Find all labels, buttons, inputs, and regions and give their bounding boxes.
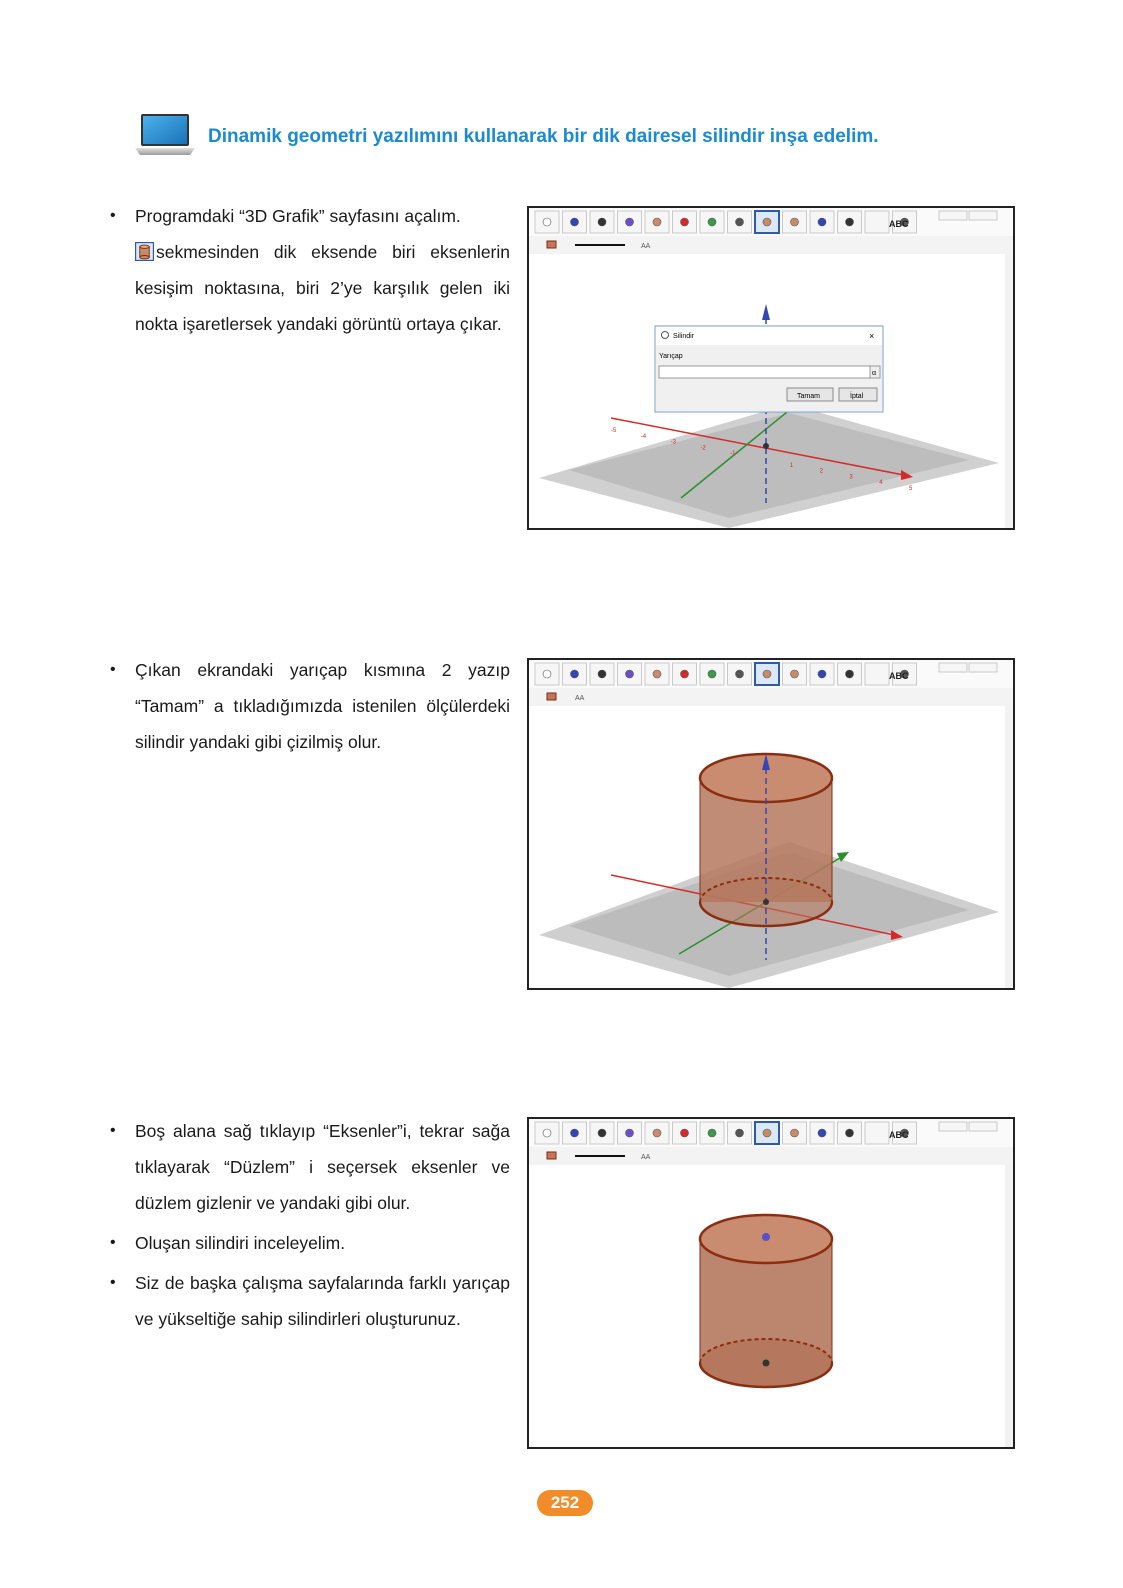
- dialog-close-button[interactable]: ×: [869, 331, 875, 341]
- cylinder-tool-glyph: [763, 670, 771, 678]
- perpendicular-tool-glyph: [626, 218, 634, 226]
- abc-tool-label[interactable]: ABC: [889, 671, 909, 681]
- toolbar: [529, 208, 1013, 236]
- graphics-view[interactable]: [700, 1215, 832, 1387]
- screenshot-3d-graphics-dialog: [527, 206, 1015, 530]
- text-tool-icon[interactable]: [865, 211, 889, 233]
- section-3-text: [110, 1113, 510, 1341]
- scrollbar[interactable]: [1005, 254, 1013, 528]
- bullet-item: • Boş alana sağ tıklayıp “Eksenler”i, tekrar sağa tıklayarak “Düzlem” i seçersek eksenler ve düzlem gizlenir ve yandaki gibi olur.: [110, 1113, 510, 1221]
- abc-tool-label[interactable]: ABC: [889, 219, 909, 229]
- section-2-text: [110, 652, 510, 764]
- circle-tool-glyph: [681, 218, 689, 226]
- origin-point: [763, 443, 769, 449]
- cylinder-tool-icon: [135, 242, 154, 261]
- x-tick-label: -1: [730, 451, 736, 458]
- ok-button-label: Tamam: [797, 393, 820, 400]
- x-tick-label: 2: [819, 468, 823, 475]
- dialog-title: Silindir: [673, 333, 695, 340]
- transform-tool-glyph: [736, 670, 744, 678]
- angle-tool-glyph: [818, 218, 826, 226]
- geogebra-window-2: [529, 660, 1013, 988]
- section-1-text: [110, 198, 510, 346]
- laptop-icon: [135, 112, 195, 158]
- bullet-text-rest: sekmesinden dik eksende biri eksenlerin kesişim noktasına, biri 2’ye karşılık gelen iki nokta işaretlersek yandaki görüntü ortaya çıkar.: [135, 242, 510, 334]
- line-tool-glyph: [598, 218, 606, 226]
- sphere-tool-glyph: [791, 218, 799, 226]
- cylinder-tool-glyph: [763, 218, 771, 226]
- dialog-label: Yarıçap: [659, 353, 683, 360]
- intersect-tool-glyph: [708, 218, 716, 226]
- style-bar: [529, 1147, 1013, 1165]
- text-tool-icon[interactable]: [865, 663, 889, 685]
- circle-tool-glyph: [681, 670, 689, 678]
- move-tool-glyph: [543, 1129, 551, 1137]
- bottom-point[interactable]: [763, 1360, 770, 1367]
- x-tick-label: -3: [670, 439, 676, 446]
- x-tick-label: 4: [879, 480, 883, 487]
- scrollbar[interactable]: [1005, 1165, 1013, 1447]
- z-axis-arrow: [762, 304, 770, 320]
- x-tick-label: 3: [849, 474, 853, 481]
- cylinder-tool-glyph: [763, 1129, 771, 1137]
- screenshot-cylinder-only: [527, 1117, 1015, 1449]
- toolbar: [529, 660, 1013, 688]
- alpha-button-label: α: [872, 370, 877, 377]
- font-size-label[interactable]: AA: [641, 1154, 651, 1161]
- move-tool-glyph: [543, 218, 551, 226]
- angle-tool-glyph: [818, 670, 826, 678]
- circle-tool-glyph: [681, 1129, 689, 1137]
- line-tool-glyph: [598, 1129, 606, 1137]
- screenshot-cylinder-with-axes: [527, 658, 1015, 990]
- geogebra-window-1: [529, 208, 1013, 528]
- bullet-item: • Çıkan ekrandaki yarıçap kısmına 2 yazıp “Tamam” a tıkladığımızda istenilen ölçülerdeki silindir yandaki gibi çizilmiş olur.: [110, 652, 510, 760]
- page-number: 252: [537, 1490, 593, 1516]
- bullet-text-line1: Programdaki “3D Grafik” sayfasını açalım.: [135, 206, 461, 226]
- angle-tool-glyph: [818, 1129, 826, 1137]
- move-tool-glyph: [543, 670, 551, 678]
- bullet-item: [110, 198, 510, 342]
- cancel-button-label: İptal: [850, 393, 864, 400]
- transform-tool-glyph: [736, 1129, 744, 1137]
- bullet-item: • Siz de başka çalışma sayfalarında farklı yarıçap ve yükseltiğe sahip silindirleri oluşturunuz.: [110, 1265, 510, 1337]
- perpendicular-tool-glyph: [626, 1129, 634, 1137]
- radius-input[interactable]: [659, 366, 871, 378]
- reflect-tool-glyph: [846, 670, 854, 678]
- heading-text: Dinamik geometri yazılımını kullanarak bir dik dairesel silindir inşa edelim.: [208, 126, 879, 147]
- sphere-tool-glyph: [791, 1129, 799, 1137]
- x-tick-label: -4: [640, 433, 647, 440]
- cylinder-dialog: [655, 326, 883, 412]
- geogebra-window-3: [529, 1119, 1013, 1447]
- intersect-tool-glyph: [708, 1129, 716, 1137]
- font-size-label[interactable]: AA: [575, 695, 585, 702]
- transform-tool-glyph: [736, 218, 744, 226]
- x-tick-label: -5: [611, 428, 617, 434]
- toolbar: [529, 1119, 1013, 1147]
- scrollbar[interactable]: [1005, 706, 1013, 988]
- point-tool-glyph: [571, 1129, 579, 1137]
- x-tick-label: 5: [909, 486, 913, 492]
- top-point[interactable]: [762, 1233, 770, 1241]
- text-tool-icon[interactable]: [865, 1122, 889, 1144]
- xy-plane-inner: [569, 413, 969, 518]
- line-tool-glyph: [598, 670, 606, 678]
- x-tick-label: -2: [700, 445, 706, 452]
- font-size-label[interactable]: AA: [641, 243, 651, 250]
- reflect-tool-glyph: [846, 1129, 854, 1137]
- graphics-view[interactable]: [539, 754, 999, 988]
- abc-tool-label[interactable]: ABC: [889, 1130, 909, 1140]
- style-bar: [529, 236, 1013, 254]
- sphere-tool-glyph: [791, 670, 799, 678]
- polygon-tool-glyph: [653, 1129, 661, 1137]
- intersect-tool-glyph: [708, 670, 716, 678]
- polygon-tool-glyph: [653, 670, 661, 678]
- section-heading: [135, 112, 1095, 162]
- point-tool-glyph: [571, 218, 579, 226]
- polygon-tool-glyph: [653, 218, 661, 226]
- origin-point: [763, 899, 769, 905]
- x-tick-label: 1: [789, 462, 794, 469]
- perpendicular-tool-glyph: [626, 670, 634, 678]
- style-bar: [529, 688, 1013, 706]
- reflect-tool-glyph: [846, 218, 854, 226]
- bullet-item: • Oluşan silindiri inceleyelim.: [110, 1225, 510, 1261]
- point-tool-glyph: [571, 670, 579, 678]
